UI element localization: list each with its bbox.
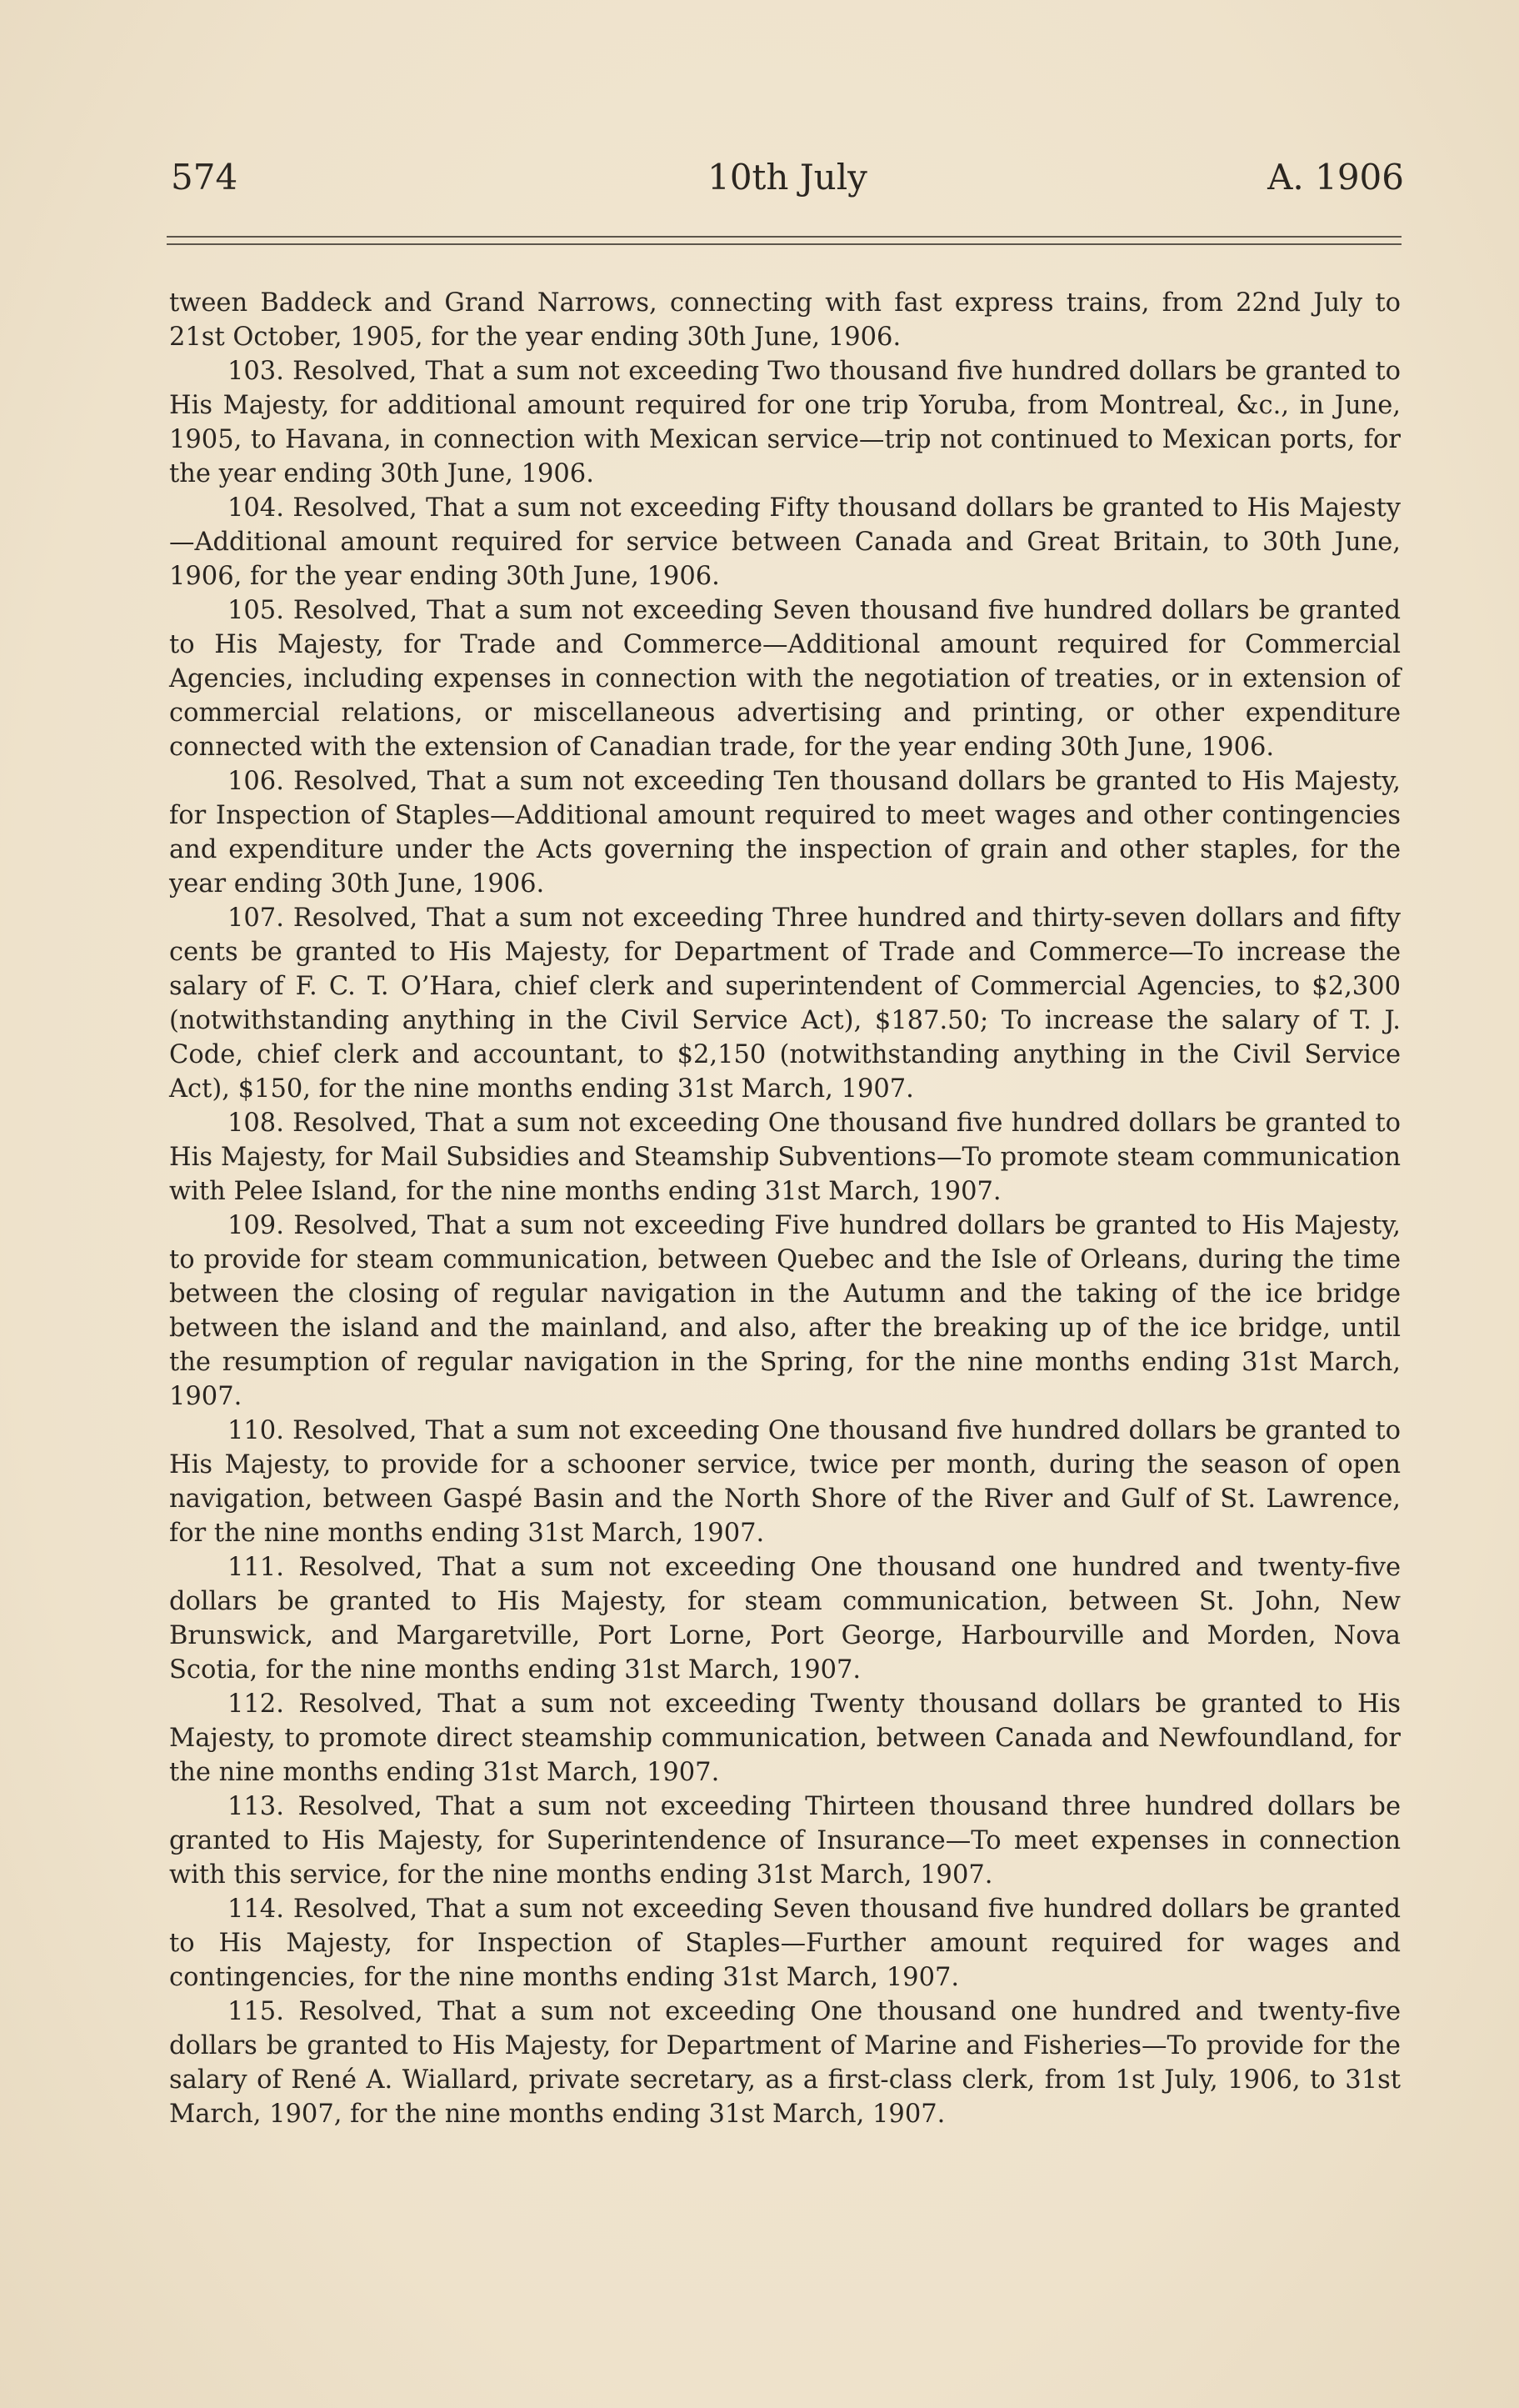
resolution-105: 105. Resolved, That a sum not exceeding Seven thousand five hundred dollars be granted to His Majesty, for Trade and Commerce—Additional amount required for Commercial Agencies, including expenses in connection with the negotiation of treaties, or in extension of commercial relations, or miscellaneous advertising and printing, or other expenditure connected with the extension of Canadian trade, for the year ending 30th June, 1906.	[169, 596, 1401, 762]
resolution-111: 111. Resolved, That a sum not exceeding One thousand one hundred and twenty-five dollars be granted to His Majesty, for steam communication, between St. John, New Brunswick, and Margaretville, Port Lorne, Port George, Harbourville and Morden, Nova Scotia, for the nine months ending 31st March, 1907.	[169, 1553, 1401, 1685]
resolution-104: 104. Resolved, That a sum not exceeding Fifty thousand dollars be granted to His Majesty—Additional amount required for service between Canada and Great Britain, to 30th June, 1906, for the year ending 30th June, 1906.	[169, 493, 1401, 591]
body-text	[169, 286, 1401, 2131]
resolution-109: 109. Resolved, That a sum not exceeding Five hundred dollars be granted to His Majesty, to provide for steam communication, between Quebec and the Isle of Orleans, during the time between the closing of regular navigation in the Autumn and the taking of the ice bridge between the island and the mainland, and also, after the breaking up of the ice bridge, until the resumption of regular navigation in the Spring, for the nine months ending 31st March, 1907.	[169, 1211, 1401, 1411]
header-rule-top	[167, 236, 1402, 238]
page-number: 574	[171, 157, 238, 198]
resolution-107: 107. Resolved, That a sum not exceeding Three hundred and thirty-seven dollars and fifty cents be granted to His Majesty, for Department of Trade and Commerce—To increase the salary of F. C. T. O’Hara, chief clerk and superintendent of Commercial Agencies, to $2,300 (notwithstanding anything in the Civil Service Act), $187.50; To increase the salary of T. J. Code, chief clerk and accountant, to $2,150 (notwithstanding anything in the Civil Service Act), $150, for the nine months ending 31st March, 1907.	[169, 904, 1401, 1104]
page-header	[171, 157, 1404, 215]
header-date: 10th July	[707, 157, 867, 198]
resolution-110: 110. Resolved, That a sum not exceeding One thousand five hundred dollars be granted to His Majesty, to provide for a schooner service, twice per month, during the season of open navigation, between Gaspé Basin and the North Shore of the River and Gulf of St. Lawrence, for the nine months ending 31st March, 1907.	[169, 1416, 1401, 1548]
resolution-113: 113. Resolved, That a sum not exceeding Thirteen thousand three hundred dollars be granted to His Majesty, for Superintendence of Insurance—To meet expenses in connection with this service, for the nine months ending 31st March, 1907.	[169, 1792, 1401, 1890]
resolution-114: 114. Resolved, That a sum not exceeding Seven thousand five hundred dollars be granted to His Majesty, for Inspection of Staples—Further amount required for wages and contingencies, for the nine months ending 31st March, 1907.	[169, 1895, 1401, 1992]
resolution-106: 106. Resolved, That a sum not exceeding Ten thousand dollars be granted to His Majesty, for Inspection of Staples—Additional amount required to meet wages and other contingencies and expenditure under the Acts governing the inspection of grain and other staples, for the year ending 30th June, 1906.	[169, 767, 1401, 899]
resolution-103: 103. Resolved, That a sum not exceeding Two thousand five hundred dollars be granted to His Majesty, for additional amount required for one trip Yoruba, from Montreal, &c., in June, 1905, to Havana, in connection with Mexican service—trip not continued to Mexican ports, for the year ending 30th June, 1906.	[169, 357, 1401, 488]
resolution-112: 112. Resolved, That a sum not exceeding Twenty thousand dollars be granted to His Majesty, to promote direct steamship communication, between Canada and Newfoundland, for the nine months ending 31st March, 1907.	[169, 1690, 1401, 1787]
paragraph-continuation: tween Baddeck and Grand Narrows, connecting with fast express trains, from 22nd July to 21st October, 1905, for the year ending 30th June, 1906.	[169, 288, 1401, 352]
resolution-108: 108. Resolved, That a sum not exceeding One thousand five hundred dollars be granted to His Majesty, for Mail Subsidies and Steamship Subventions—To promote steam communication with Pelee Island, for the nine months ending 31st March, 1907.	[169, 1109, 1401, 1206]
header-rule-bottom	[167, 243, 1402, 245]
resolution-115: 115. Resolved, That a sum not exceeding One thousand one hundred and twenty-five dollars be granted to His Majesty, for Department of Marine and Fisheries—To provide for the salary of René A. Wiallard, private secretary, as a first-class clerk, from 1st July, 1906, to 31st March, 1907, for the nine months ending 31st March, 1907.	[169, 1997, 1401, 2129]
header-year: A. 1906	[1267, 157, 1404, 198]
